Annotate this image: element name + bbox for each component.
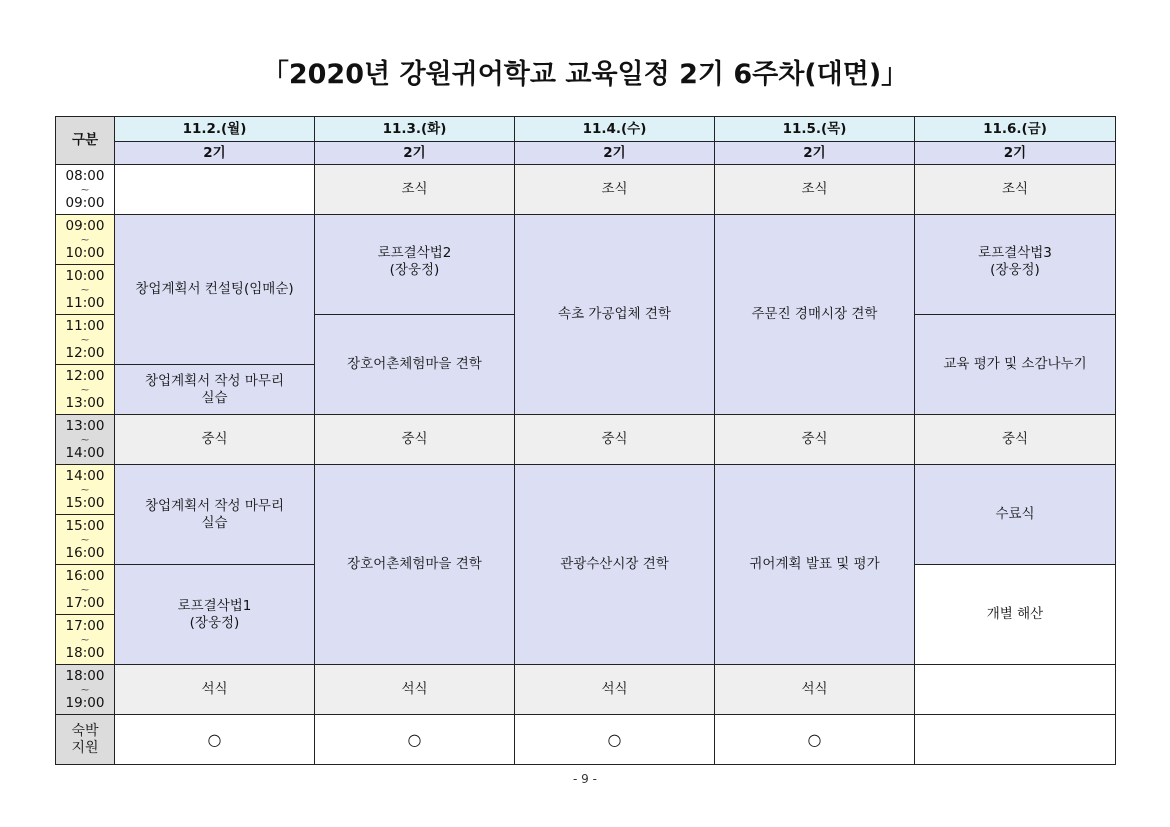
cell-fri-graduation: 수료식: [915, 465, 1116, 565]
time-1700: 17:00 ~ 18:00: [56, 615, 115, 665]
time-1500: 15:00 ~ 16:00: [56, 515, 115, 565]
header-day-mon: 11.2.(월): [115, 117, 315, 142]
time-1300: 13:00 ~ 14:00: [56, 415, 115, 465]
cell-thu-dinner: 석식: [715, 665, 915, 715]
page-number: - 9 -: [573, 772, 597, 786]
cell-wed-lunch: 중식: [515, 415, 715, 465]
header-day-tue: 11.3.(화): [315, 117, 515, 142]
cell-fri-breakfast: 조식: [915, 165, 1116, 215]
cell-tue-lunch: 중식: [315, 415, 515, 465]
cell-fri-1800-empty: [915, 665, 1116, 715]
header-day-thu: 11.5.(목): [715, 117, 915, 142]
cell-mon-dinner: 석식: [115, 665, 315, 715]
cell-fri-evaluation: 교육 평가 및 소감나누기: [915, 315, 1116, 415]
time-0900: 09:00 ~ 10:00: [56, 215, 115, 265]
row-lodging-label: 숙박 지원: [56, 715, 115, 765]
cell-wed-market-tour: 관광수산시장 견학: [515, 465, 715, 665]
document-title: 「2020년 강원귀어학교 교육일정 2기 6주차(대면)」: [261, 59, 909, 90]
header-day-fri: 11.6.(금): [915, 117, 1116, 142]
cell-mon-practice-pm: 창업계획서 작성 마무리 실습: [115, 465, 315, 565]
cell-tue-rope2: 로프결삭법2 (장웅정): [315, 215, 515, 315]
cell-mon-lunch: 중식: [115, 415, 315, 465]
schedule-table: [55, 116, 1116, 765]
time-1200: 12:00 ~ 13:00: [56, 365, 115, 415]
cell-tue-dinner: 석식: [315, 665, 515, 715]
cell-tue-village-tour-am: 장호어촌체험마을 견학: [315, 315, 515, 415]
cell-thu-auction-tour: 주문진 경매시장 견학: [715, 215, 915, 415]
time-1400: 14:00 ~ 15:00: [56, 465, 115, 515]
cell-mon-consulting: 창업계획서 컨설팅(임매순): [115, 215, 315, 365]
cell-wed-breakfast: 조식: [515, 165, 715, 215]
cell-mon-lodging: ○: [115, 715, 315, 765]
time-1800: 18:00 ~ 19:00: [56, 665, 115, 715]
header-gi-mon: 2기: [115, 142, 315, 165]
header-gi-tue: 2기: [315, 142, 515, 165]
cell-mon-rope1: 로프결삭법1 (장웅정): [115, 565, 315, 665]
header-gi-wed: 2기: [515, 142, 715, 165]
header-day-wed: 11.4.(수): [515, 117, 715, 142]
cell-wed-processing-tour: 속초 가공업체 견학: [515, 215, 715, 415]
cell-mon-0800-empty: [115, 165, 315, 215]
cell-wed-lodging: ○: [515, 715, 715, 765]
cell-tue-village-tour-pm: 장호어촌체험마을 견학: [315, 465, 515, 665]
time-1000: 10:00 ~ 11:00: [56, 265, 115, 315]
cell-fri-lunch: 중식: [915, 415, 1116, 465]
cell-thu-presentation: 귀어계획 발표 및 평가: [715, 465, 915, 665]
time-1600: 16:00 ~ 17:00: [56, 565, 115, 615]
cell-fri-rope3: 로프결삭법3 (장웅정): [915, 215, 1116, 315]
header-gi-fri: 2기: [915, 142, 1116, 165]
cell-tue-lodging: ○: [315, 715, 515, 765]
time-1100: 11:00 ~ 12:00: [56, 315, 115, 365]
header-gubun: 구분: [56, 117, 115, 165]
cell-thu-breakfast: 조식: [715, 165, 915, 215]
cell-mon-practice-am: 창업계획서 작성 마무리 실습: [115, 365, 315, 415]
cell-thu-lodging: ○: [715, 715, 915, 765]
time-0800: 08:00 ~ 09:00: [56, 165, 115, 215]
cell-thu-lunch: 중식: [715, 415, 915, 465]
cell-fri-lodging-empty: [915, 715, 1116, 765]
cell-fri-dismissal: 개별 해산: [915, 565, 1116, 665]
cell-tue-breakfast: 조식: [315, 165, 515, 215]
cell-wed-dinner: 석식: [515, 665, 715, 715]
header-gi-thu: 2기: [715, 142, 915, 165]
